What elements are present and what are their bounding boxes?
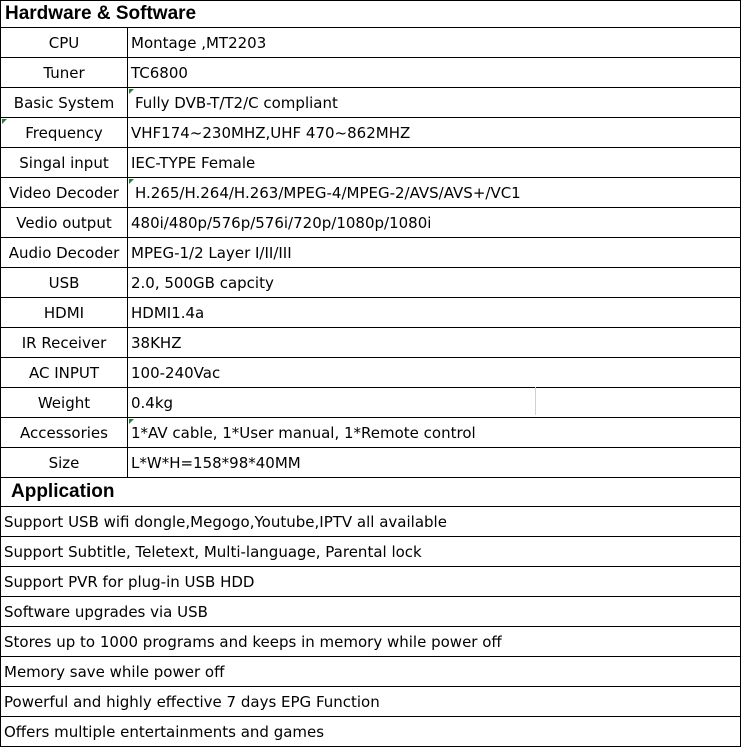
spec-value: 480i/480p/576p/576i/720p/1080p/1080i: [128, 208, 741, 238]
application-row: [1, 507, 741, 537]
spec-label: Tuner: [1, 58, 128, 88]
spec-row-hdmi: [1, 298, 741, 328]
application-row: [1, 687, 741, 717]
application-row: [1, 537, 741, 567]
spec-row-tuner: [1, 58, 741, 88]
hardware-section-title: Hardware & Software: [1, 1, 741, 28]
spec-label: HDMI: [1, 298, 128, 328]
spec-value: L*W*H=158*98*40MM: [128, 448, 741, 478]
spec-label: Frequency: [1, 118, 128, 148]
application-item: Stores up to 1000 programs and keeps in memory while power off: [1, 627, 741, 657]
application-row: [1, 717, 741, 747]
spec-row-size: [1, 448, 741, 478]
spec-row-video-output: [1, 208, 741, 238]
spec-row-ac-input: [1, 358, 741, 388]
spec-value: 0.4kg: [128, 388, 741, 418]
application-item: Offers multiple entertainments and games: [1, 717, 741, 747]
application-row: [1, 657, 741, 687]
spec-value: Montage ,MT2203: [128, 28, 741, 58]
spec-label: Singal input: [1, 148, 128, 178]
application-section-title: Application: [1, 478, 741, 507]
cell-divider: [535, 387, 536, 415]
spec-value: 1*AV cable, 1*User manual, 1*Remote control: [128, 418, 741, 448]
spec-label: USB: [1, 268, 128, 298]
spec-value: 38KHZ: [128, 328, 741, 358]
spec-row-video-decoder: [1, 178, 741, 208]
spec-row-usb: [1, 268, 741, 298]
application-item: Support USB wifi dongle,Megogo,Youtube,IPTV all available: [1, 507, 741, 537]
spec-row-ir-receiver: [1, 328, 741, 358]
spec-value: H.265/H.264/H.263/MPEG-4/MPEG-2/AVS/AVS+/VC1: [128, 178, 741, 208]
spec-row-signal-input: [1, 148, 741, 178]
spec-row-cpu: [1, 28, 741, 58]
spec-label: Video Decoder: [1, 178, 128, 208]
spec-value: HDMI1.4a: [128, 298, 741, 328]
spec-label: Basic System: [1, 88, 128, 118]
spec-label: Vedio output: [1, 208, 128, 238]
application-row: [1, 567, 741, 597]
application-item: Software upgrades via USB: [1, 597, 741, 627]
spec-label: Size: [1, 448, 128, 478]
application-item: Support Subtitle, Teletext, Multi-language, Parental lock: [1, 537, 741, 567]
application-item: Memory save while power off: [1, 657, 741, 687]
spec-label: CPU: [1, 28, 128, 58]
spec-label: IR Receiver: [1, 328, 128, 358]
spec-value: Fully DVB-T/T2/C compliant: [128, 88, 741, 118]
spec-label: Audio Decoder: [1, 238, 128, 268]
application-row: [1, 597, 741, 627]
spec-value: TC6800: [128, 58, 741, 88]
spec-row-weight: [1, 388, 741, 418]
spec-value: 2.0, 500GB capcity: [128, 268, 741, 298]
spec-label: AC INPUT: [1, 358, 128, 388]
spec-row-frequency: [1, 118, 741, 148]
spec-row-audio-decoder: [1, 238, 741, 268]
section-header-row: [1, 1, 741, 28]
spec-value: IEC-TYPE Female: [128, 148, 741, 178]
spec-value: 100-240Vac: [128, 358, 741, 388]
application-item: Powerful and highly effective 7 days EPG Function: [1, 687, 741, 717]
spec-row-basic-system: [1, 88, 741, 118]
spec-value: MPEG-1/2 Layer I/II/III: [128, 238, 741, 268]
application-item: Support PVR for plug-in USB HDD: [1, 567, 741, 597]
spec-label: Weight: [1, 388, 128, 418]
application-row: [1, 627, 741, 657]
section-header-row: [1, 478, 741, 507]
spec-row-accessories: [1, 418, 741, 448]
spec-label: Accessories: [1, 418, 128, 448]
spec-value: VHF174~230MHZ,UHF 470~862MHZ: [128, 118, 741, 148]
